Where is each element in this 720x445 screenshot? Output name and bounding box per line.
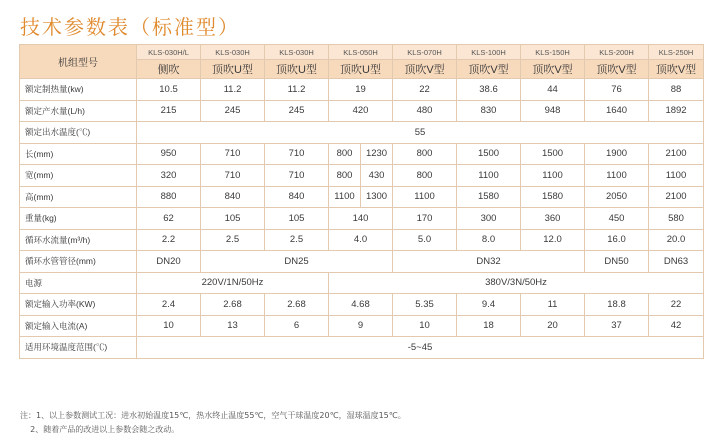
value-cell: 88 — [649, 79, 704, 101]
row-power-input — [20, 294, 704, 316]
value-cell: 1900 — [585, 143, 649, 165]
value-cell: 215 — [137, 100, 201, 122]
model-row — [20, 45, 704, 60]
value-cell: 710 — [201, 143, 265, 165]
value-cell: DN63 — [649, 251, 704, 273]
row-label: 额定产水量(L/h) — [20, 100, 137, 122]
value-cell: 2100 — [649, 186, 704, 208]
value-cell: 1100 — [585, 165, 649, 187]
row-width — [20, 165, 704, 187]
value-cell: 480 — [393, 100, 457, 122]
value-cell: 1580 — [521, 186, 585, 208]
row-flow — [20, 229, 704, 251]
model-cell: KLS-070H — [393, 45, 457, 60]
value-cell: 1100 — [649, 165, 704, 187]
value-cell: 580 — [649, 208, 704, 230]
row-label: 长(mm) — [20, 143, 137, 165]
value-cell: 948 — [521, 100, 585, 122]
value-cell: 12.0 — [521, 229, 585, 251]
value-cell: 140 — [329, 208, 393, 230]
row-label: 适用环境温度范围(℃) — [20, 337, 137, 359]
type-cell: 顶吹V型 — [393, 60, 457, 79]
row-label: 电源 — [20, 272, 137, 294]
value-cell: 5.35 — [393, 294, 457, 316]
type-cell: 侧吹 — [137, 60, 201, 79]
value-cell: 710 — [201, 165, 265, 187]
value-cell: 800 — [393, 143, 457, 165]
value-cell: 300 — [457, 208, 521, 230]
value-cell: 1500 — [521, 143, 585, 165]
row-label: 循环水流量(m³/h) — [20, 229, 137, 251]
row-label: 额定输入功率(KW) — [20, 294, 137, 316]
value-cell: 1892 — [649, 100, 704, 122]
value-cell: 5.0 — [393, 229, 457, 251]
header-label: 机组型号 — [20, 45, 137, 79]
row-outtemp — [20, 122, 704, 144]
value-cell: 22 — [393, 79, 457, 101]
value-cell: 18.8 — [585, 294, 649, 316]
type-cell: 顶吹V型 — [457, 60, 521, 79]
model-cell: KLS-050H — [329, 45, 393, 60]
value-cell: 105 — [265, 208, 329, 230]
value-cell: 1500 — [457, 143, 521, 165]
value-cell: 840 — [201, 186, 265, 208]
value-cell: 710 — [265, 165, 329, 187]
value-cell: 62 — [137, 208, 201, 230]
value-cell: 105 — [201, 208, 265, 230]
type-cell: 顶吹V型 — [649, 60, 704, 79]
value-cell: 13 — [201, 315, 265, 337]
value-cell: 9.4 — [457, 294, 521, 316]
value-cell: 11.2 — [201, 79, 265, 101]
value-cell: 2.5 — [201, 229, 265, 251]
value-cell: 44 — [521, 79, 585, 101]
row-label: 循环水管管径(mm) — [20, 251, 137, 273]
value-cell: DN20 — [137, 251, 201, 273]
value-cell: DN50 — [585, 251, 649, 273]
type-cell: 顶吹V型 — [585, 60, 649, 79]
row-ambient — [20, 337, 704, 359]
value-cell: 19 — [329, 79, 393, 101]
value-cell: 10 — [393, 315, 457, 337]
value-cell: 1100 — [457, 165, 521, 187]
value-cell: 710 — [265, 143, 329, 165]
row-label: 宽(mm) — [20, 165, 137, 187]
value-cell: 840 — [265, 186, 329, 208]
value-cell: 9 — [329, 315, 393, 337]
value-cell: 320 — [137, 165, 201, 187]
value-cell: 2.2 — [137, 229, 201, 251]
page-title: 技术参数表（标准型） — [20, 15, 240, 39]
row-pipe — [20, 251, 704, 273]
model-cell: KLS-250H — [649, 45, 704, 60]
value-cell: 2.5 — [265, 229, 329, 251]
value-cell: 800 — [393, 165, 457, 187]
value-cell: 420 — [329, 100, 393, 122]
type-cell: 顶吹V型 — [521, 60, 585, 79]
value-cell: 220V/1N/50Hz — [137, 272, 329, 294]
value-cell: 245 — [265, 100, 329, 122]
model-cell: KLS-200H — [585, 45, 649, 60]
value-cell: 4.0 — [329, 229, 393, 251]
value-cell: 1100 — [393, 186, 457, 208]
value-cell: 16.0 — [585, 229, 649, 251]
value-cell: 4.68 — [329, 294, 393, 316]
value-cell: 10.5 — [137, 79, 201, 101]
value-cell: 76 — [585, 79, 649, 101]
value-cell: DN32 — [393, 251, 585, 273]
row-water — [20, 100, 704, 122]
model-cell: KLS-030H — [201, 45, 265, 60]
type-cell: 顶吹U型 — [265, 60, 329, 79]
value-cell: 11 — [521, 294, 585, 316]
model-cell: KLS-150H — [521, 45, 585, 60]
value-cell: 2050 — [585, 186, 649, 208]
value-cell: 2.68 — [201, 294, 265, 316]
value-cell: 2100 — [649, 143, 704, 165]
value-cell: 8.0 — [457, 229, 521, 251]
row-label: 额定输入电流(A) — [20, 315, 137, 337]
value-cell: 245 — [201, 100, 265, 122]
value-cell: 22 — [649, 294, 704, 316]
value-cell: 830 — [457, 100, 521, 122]
value-cell: 11.2 — [265, 79, 329, 101]
value-cell: 880 — [137, 186, 201, 208]
value-cell: 55 — [137, 122, 704, 144]
row-label: 高(mm) — [20, 186, 137, 208]
row-height — [20, 186, 704, 208]
row-label: 额定出水温度(℃) — [20, 122, 137, 144]
value-cell: 42 — [649, 315, 704, 337]
value-cell: 1300 — [361, 186, 393, 208]
row-length — [20, 143, 704, 165]
value-cell: 360 — [521, 208, 585, 230]
value-cell: 1100 — [329, 186, 361, 208]
footnote-2: 2、随着产品的改进以上参数会随之改动。 — [20, 425, 180, 434]
value-cell: 20.0 — [649, 229, 704, 251]
value-cell: 10 — [137, 315, 201, 337]
spec-table — [19, 44, 704, 359]
value-cell: 800 — [329, 165, 361, 187]
model-cell: KLS-030H — [265, 45, 329, 60]
value-cell: 1640 — [585, 100, 649, 122]
model-cell: KLS-100H — [457, 45, 521, 60]
value-cell: 1230 — [361, 143, 393, 165]
row-label: 重量(kg) — [20, 208, 137, 230]
row-label: 额定制热量(kw) — [20, 79, 137, 101]
value-cell: 2.68 — [265, 294, 329, 316]
value-cell: -5~45 — [137, 337, 704, 359]
value-cell: 2.4 — [137, 294, 201, 316]
value-cell: 950 — [137, 143, 201, 165]
value-cell: 1100 — [521, 165, 585, 187]
row-power-source — [20, 272, 704, 294]
value-cell: 38.6 — [457, 79, 521, 101]
value-cell: 37 — [585, 315, 649, 337]
model-cell: KLS-030H/L — [137, 45, 201, 60]
value-cell: 800 — [329, 143, 361, 165]
footnotes — [20, 409, 406, 437]
value-cell: 20 — [521, 315, 585, 337]
row-weight — [20, 208, 704, 230]
footnote-1: 注：1、以上参数测试工况：进水初始温度15℃，热水终止温度55℃，空气干球温度20℃，湿球温度15℃。 — [20, 411, 406, 420]
value-cell: 380V/3N/50Hz — [329, 272, 704, 294]
value-cell: 170 — [393, 208, 457, 230]
value-cell: 1580 — [457, 186, 521, 208]
type-cell: 顶吹U型 — [201, 60, 265, 79]
value-cell: DN25 — [201, 251, 393, 273]
row-current — [20, 315, 704, 337]
value-cell: 18 — [457, 315, 521, 337]
value-cell: 6 — [265, 315, 329, 337]
value-cell: 450 — [585, 208, 649, 230]
row-heat — [20, 79, 704, 101]
type-cell: 顶吹U型 — [329, 60, 393, 79]
value-cell: 430 — [361, 165, 393, 187]
